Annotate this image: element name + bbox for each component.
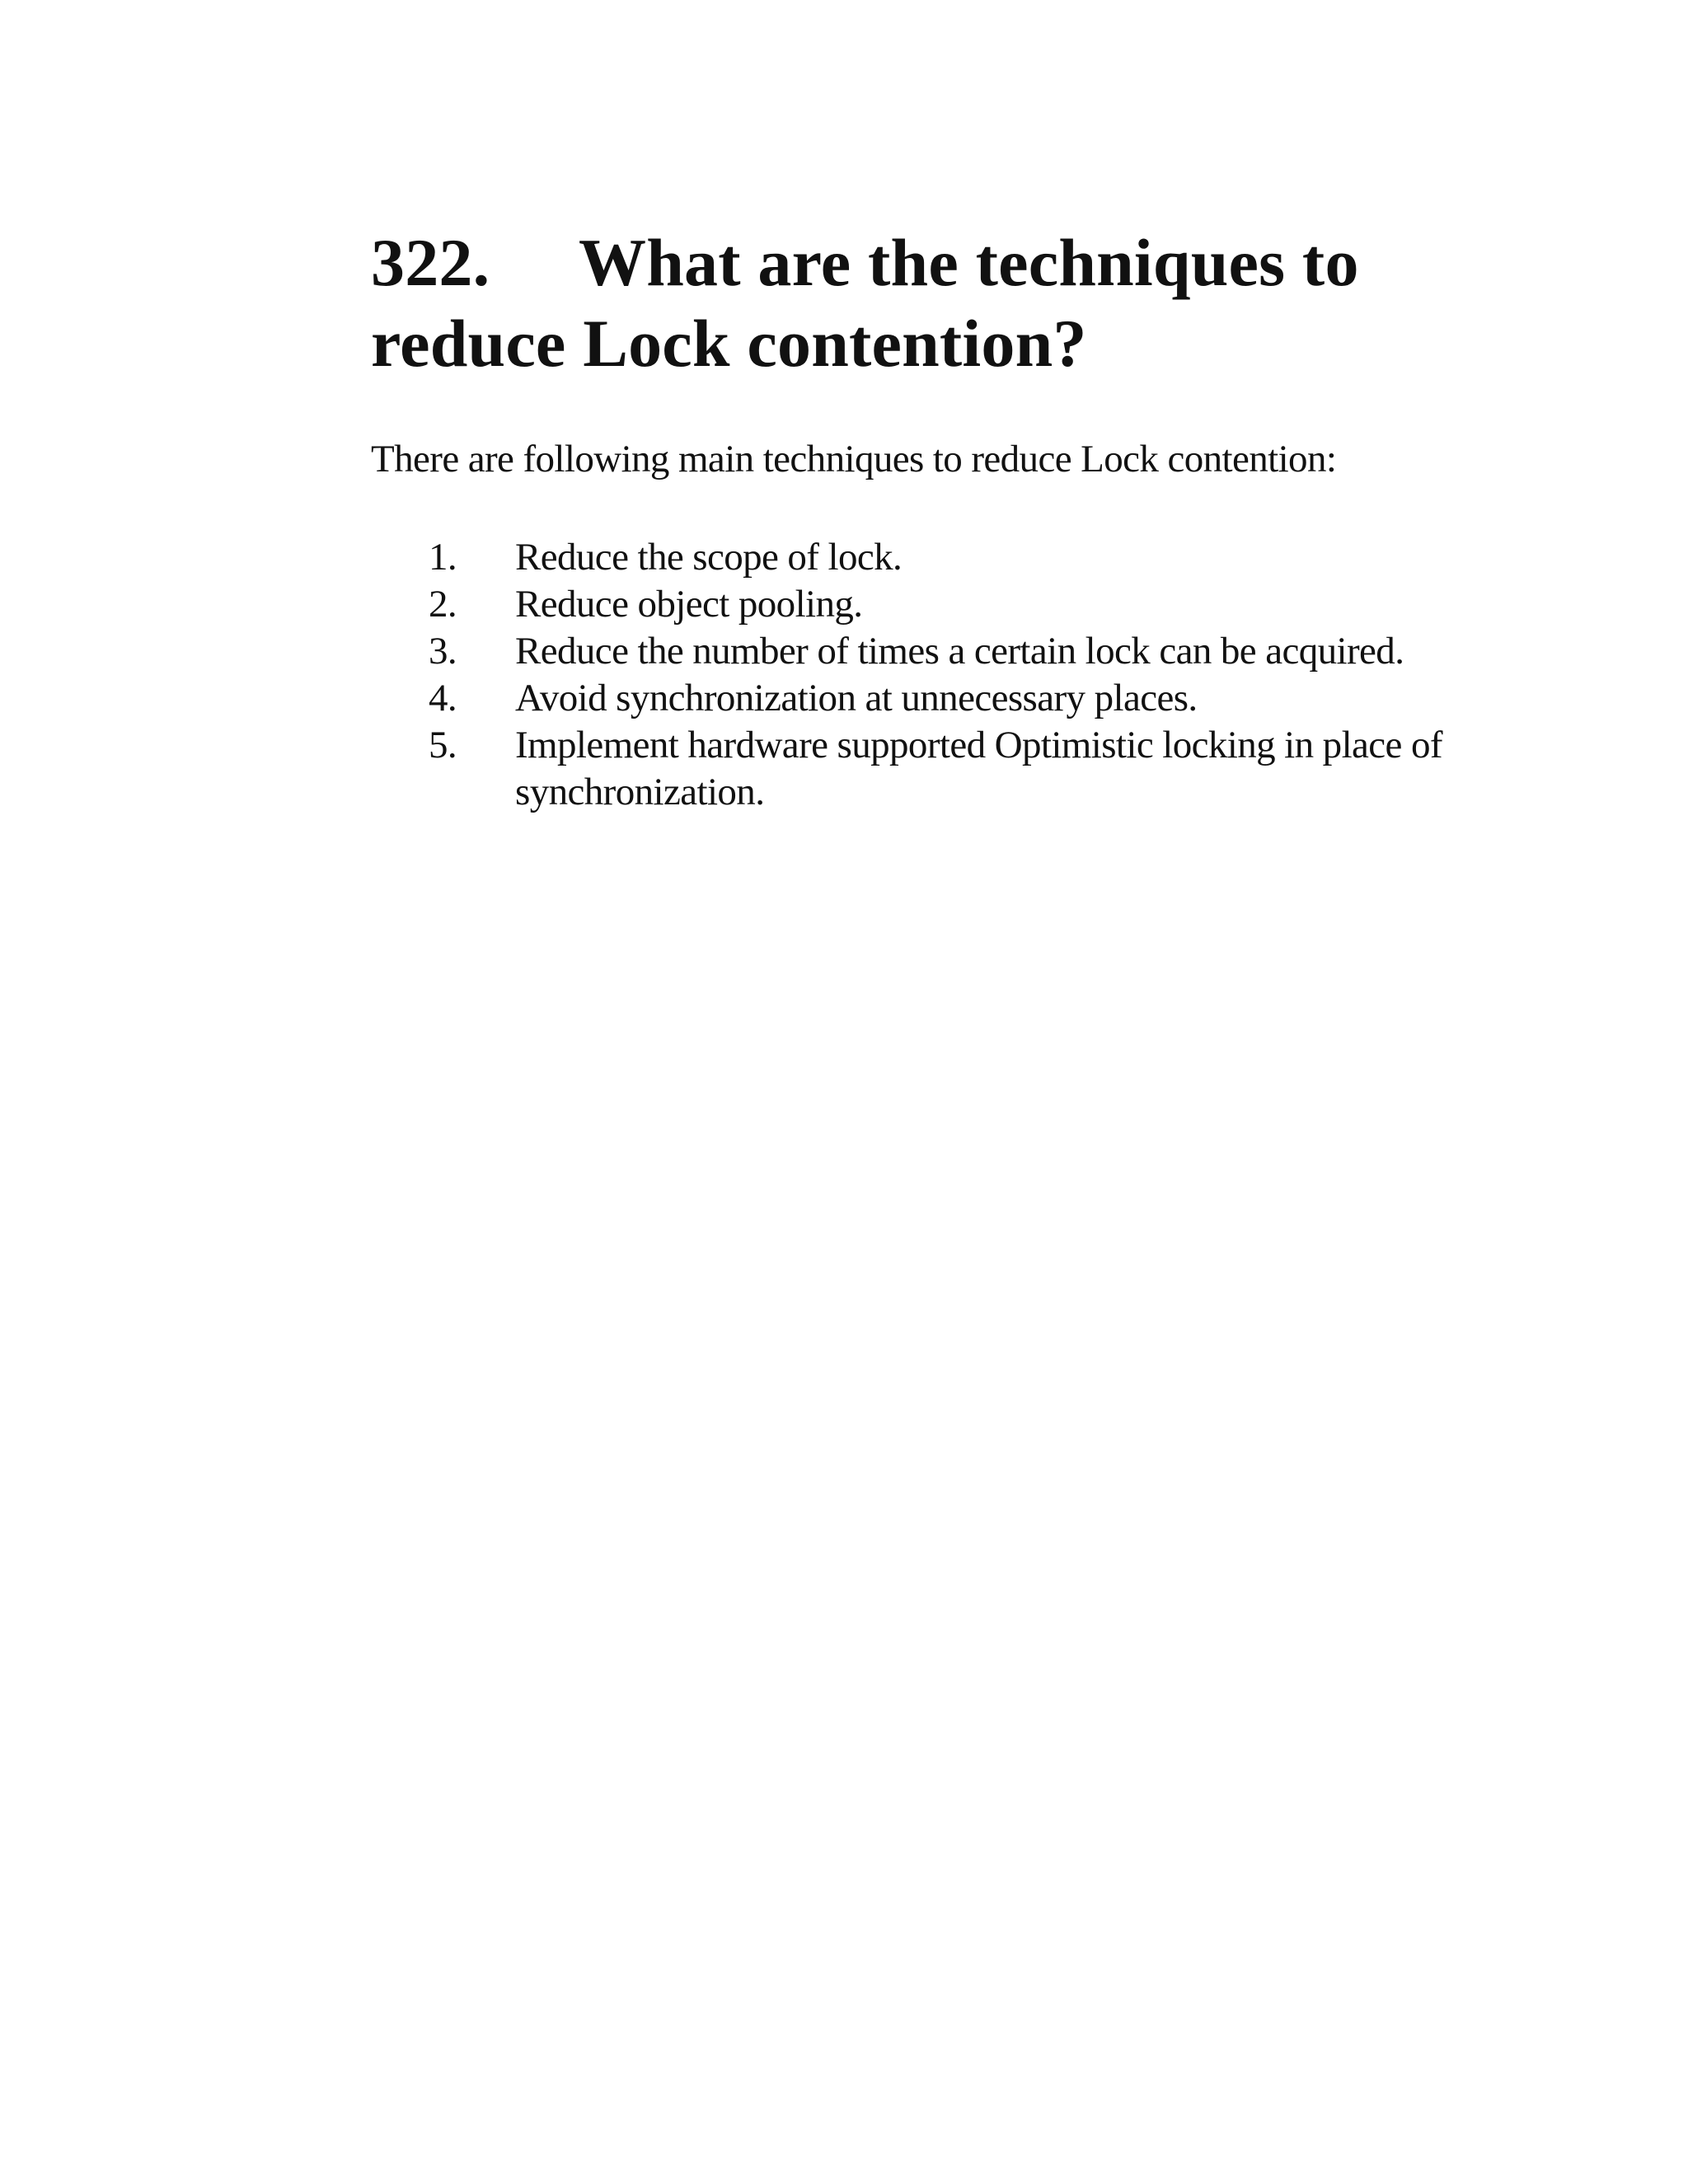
list-item-text: Avoid synchronization at unnecessary places.: [515, 677, 1198, 719]
list-item-text: Reduce the number of times a certain lock can be acquired.: [515, 630, 1404, 673]
list-item-number: 2.: [429, 583, 457, 626]
list-item-number: 3.: [429, 630, 457, 673]
intro-paragraph: There are following main techniques to reduce Lock contention:: [371, 438, 1337, 480]
list-item-number: 1.: [429, 536, 457, 579]
list-item: [371, 675, 1525, 722]
list-item-text: Reduce the scope of lock.: [515, 536, 903, 579]
list-item: [371, 534, 1525, 581]
list-item: [371, 581, 1525, 628]
question-title: What are the techniques to reduce Lock contention?: [371, 225, 1359, 381]
list-item-text: Implement hardware supported Optimistic locking in place of synchronization.: [515, 724, 1442, 813]
list-item: [371, 628, 1525, 675]
list-item: [371, 722, 1525, 816]
technique-list: [371, 534, 1525, 816]
list-item-number: 4.: [429, 677, 457, 719]
question-heading: [371, 223, 1508, 384]
list-item-number: 5.: [429, 724, 457, 766]
question-number: 322.: [371, 225, 490, 300]
list-item-text: Reduce object pooling.: [515, 583, 863, 626]
